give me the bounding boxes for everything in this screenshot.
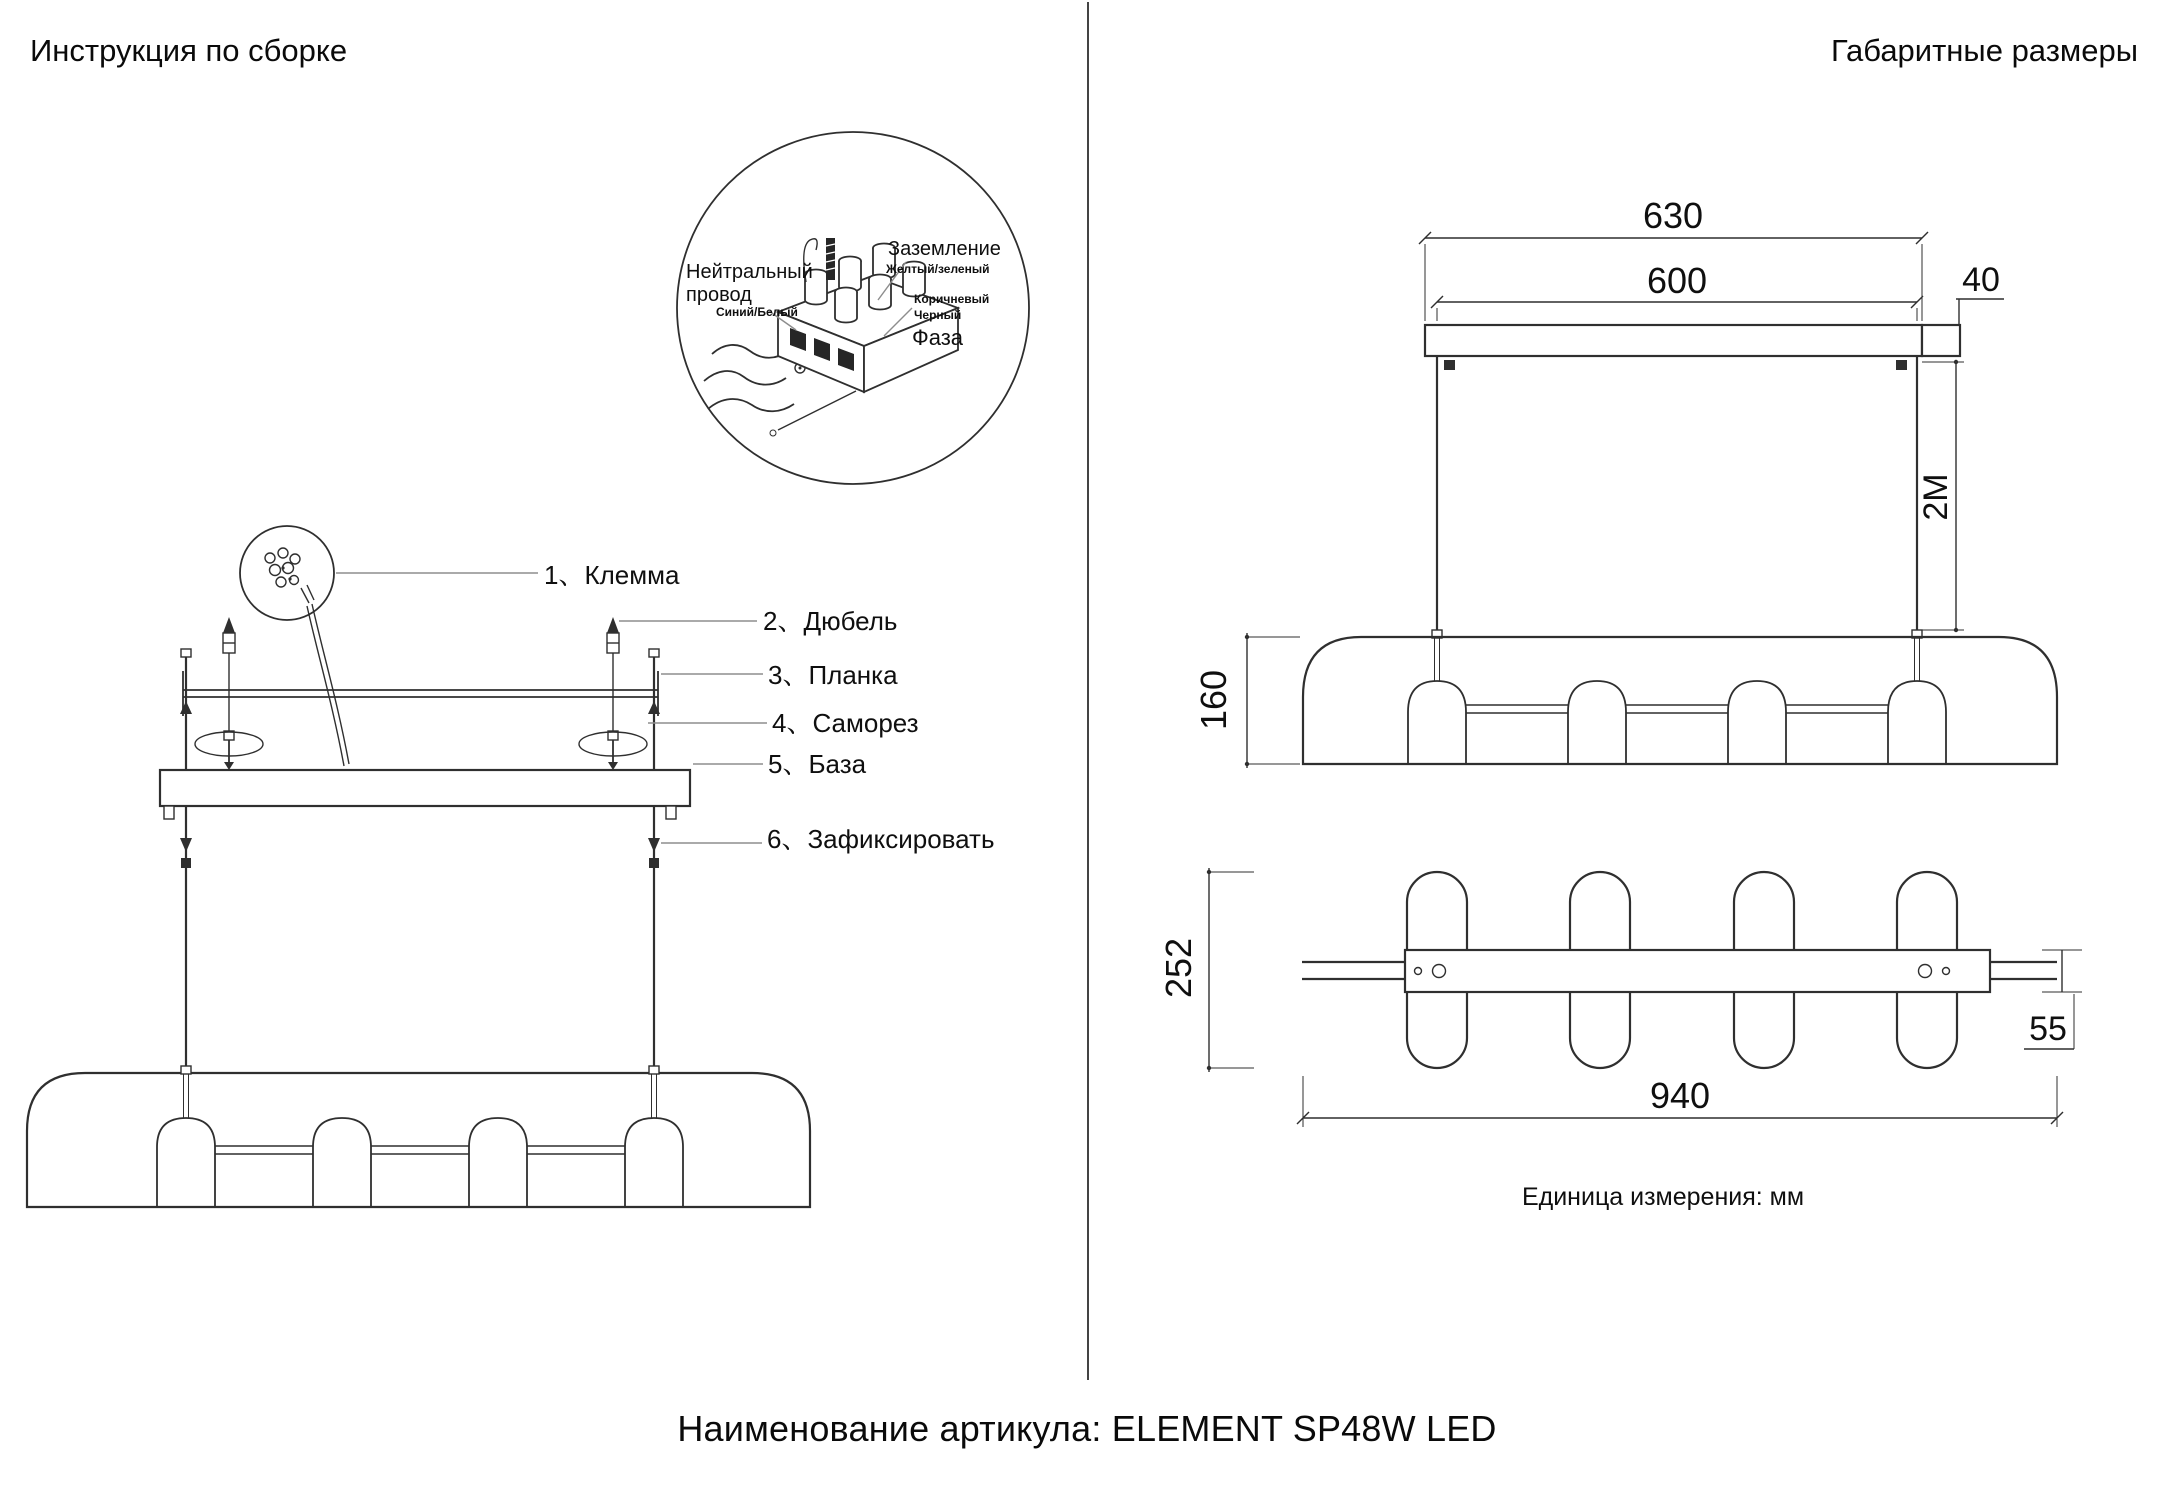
dowel-screw-right (579, 617, 647, 770)
front-view (1193, 195, 2057, 768)
neutral-wire-label-line1: Нейтральный (686, 261, 813, 283)
lamp-body-front (1303, 637, 2057, 764)
part-label-dyubel: 2、Дюбель (763, 606, 898, 636)
wiring-detail-inset (677, 132, 1029, 484)
part-label-zafiksirovat: 6、Зафиксировать (767, 824, 995, 854)
part-label-planka: 3、Планка (768, 660, 898, 690)
dim-252 (1158, 868, 1254, 1072)
phase-wire-color-line1: Коричневый (914, 292, 990, 306)
dim-40 (1956, 261, 2004, 325)
base-plate (160, 770, 690, 819)
dim-40-label: 40 (1962, 261, 2000, 299)
article-caption: Наименование артикула: ELEMENT SP48W LED (677, 1408, 1497, 1449)
dim-55-label: 55 (2029, 1010, 2067, 1048)
dim-600 (1431, 260, 1923, 321)
dim-252-label: 252 (1158, 937, 1199, 999)
dim-160-label: 160 (1193, 669, 1234, 731)
part-label-baza: 5、База (768, 749, 867, 779)
phase-wire-label: Фаза (912, 325, 964, 350)
dim-2m-label: 2M (1917, 473, 1955, 521)
mounting-strip (183, 671, 658, 716)
top-view (1158, 868, 2082, 1211)
dowel-screw-left (195, 617, 263, 770)
ceiling-canopy (1425, 325, 1960, 356)
dim-940 (1297, 1075, 2063, 1127)
neutral-wire-color: Синий/Белый (716, 305, 798, 319)
dim-940-label: 940 (1649, 1075, 1711, 1116)
clamp-detail (240, 526, 334, 620)
part-label-samorez: 4、Саморез (772, 708, 919, 738)
dim-630-label: 630 (1642, 195, 1704, 236)
phase-wire-color-line2: Черный (914, 308, 962, 322)
frame-bar (1405, 950, 1990, 992)
wire-fixers (180, 838, 660, 868)
assembly-diagram (27, 526, 995, 1207)
suspension-wires (180, 649, 660, 1073)
dim-2m (1917, 360, 1964, 632)
suspension-cables-front (1432, 356, 1922, 638)
ground-wire-color: Желтый/зеленый (886, 262, 990, 276)
right-panel-title: Габаритные размеры (1830, 33, 2138, 68)
part-label-klemma: 1、Клемма (544, 560, 680, 590)
lamp-body-assembly (27, 1066, 810, 1207)
ground-wire-label: Заземление (888, 238, 1001, 260)
dim-55 (2024, 950, 2082, 1049)
units-note: Единица измерения: мм (1521, 1183, 1805, 1211)
dim-600-label: 600 (1646, 260, 1708, 301)
neutral-wire-label-line2: провод (686, 284, 752, 306)
dim-160 (1193, 633, 1300, 768)
left-panel-title: Инструкция по сборке (30, 33, 348, 68)
part-callouts (336, 560, 995, 854)
clamp-cable (307, 606, 344, 766)
